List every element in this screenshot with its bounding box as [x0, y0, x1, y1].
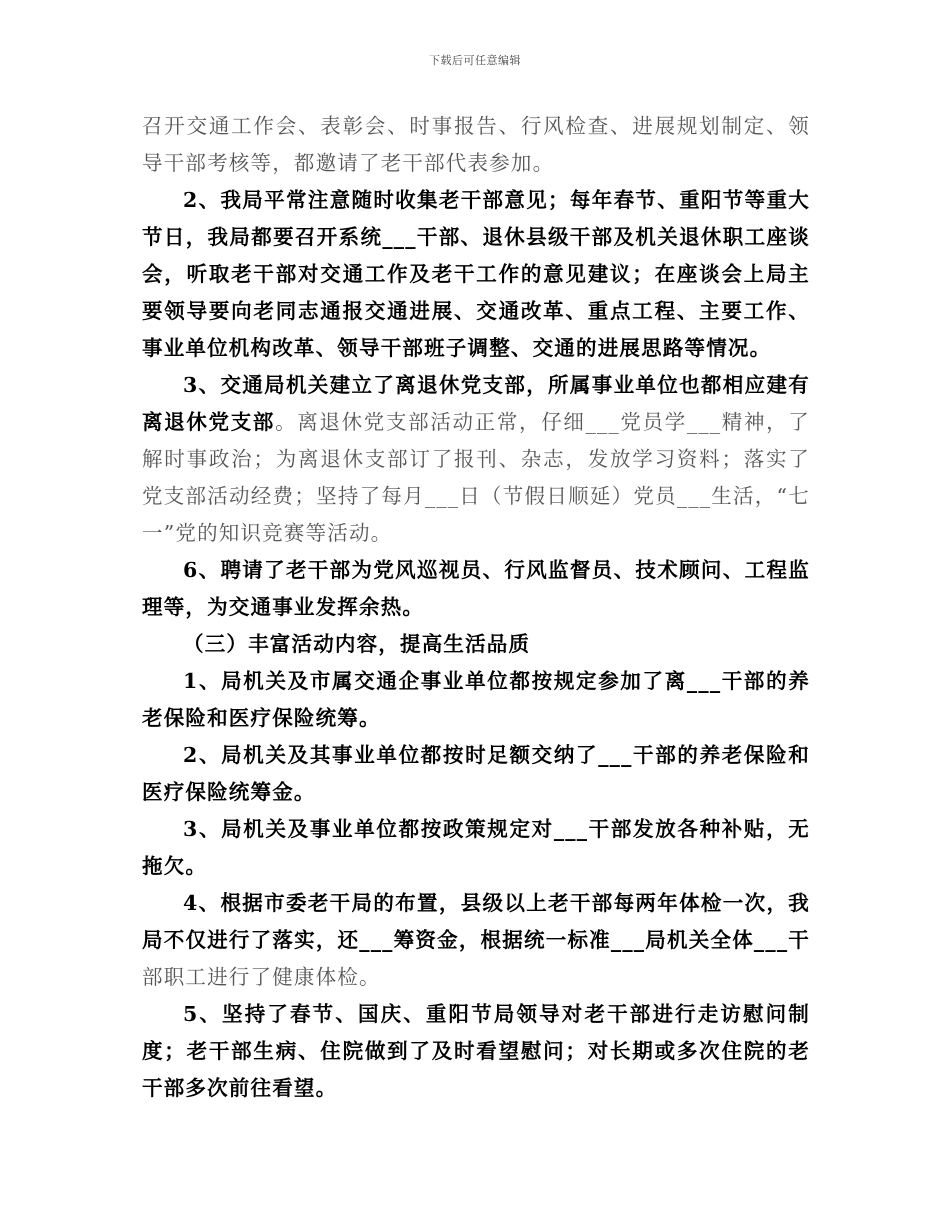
paragraph-subitem-1: 1、局机关及市属交通企事业单位都按规定参加了离___干部的养老保险和医疗保险统筹。: [142, 669, 810, 730]
section-heading-3: （三）丰富活动内容，提高生活品质: [183, 632, 531, 656]
paragraph-item-3-bold: 3、交通局机关建立了离退休党支部，所属事业单位也都相应建有离退休党支部: [142, 373, 810, 434]
page-header: 下载后可任意编辑: [429, 54, 521, 67]
document-body: [142, 108, 810, 1107]
paragraph-item-3: [142, 367, 810, 552]
paragraph-subitem-3: 3、局机关及事业单位都按政策规定对___干部发放各种补贴，无拖欠。: [142, 817, 810, 878]
paragraph-item-6: 6、聘请了老干部为党风巡视员、行风监督员、技术顾问、工程监理等，为交通事业发挥余热。: [142, 558, 810, 619]
paragraph-subitem-2: 2、局机关及其事业单位都按时足额交纳了___干部的养老保险和医疗保险统筹金。: [142, 743, 810, 804]
paragraph-continuation: 召开交通工作会、表彰会、时事报告、行风检查、进展规划制定、领导干部考核等，都邀请了老干部代表参加。: [142, 114, 810, 175]
paragraph-subitem-4-bold: 4、根据市委老干局的布置，县级以上老干部每两年体检一次，我局不仅进行了落实，还___筹资金，根据统一标准___局机关全体___干: [142, 891, 810, 952]
paragraph-item-2: 2、我局平常注意随时收集老干部意见；每年春节、重阳节等重大节日，我局都要召开系统___干部、退休县级干部及机关退休职工座谈会，听取老干部对交通工作及老干工作的意见建议；在座谈会上局主要领导要向老同志通报交通进展、交通改革、重点工程、主要工作、事业单位机构改革、领导干部班子调整、交通的进展思路等情况。: [142, 188, 810, 360]
paragraph-item-3-light: 。离退休党支部活动正常，仔细___党员学___精神，了解时事政治；为离退休支部订了报刊、杂志，发放学习资料；落实了党支部活动经费；坚持了每月___日（节假日顺延）党员___生活，“七一”党的知识竞赛等活动。: [142, 410, 810, 545]
paragraph-subitem-4-light: 部职工进行了健康体检。: [142, 965, 381, 989]
paragraph-subitem-5: 5、坚持了春节、国庆、重阳节局领导对老干部进行走访慰问制度；老干部生病、住院做到了及时看望慰问；对长期或多次住院的老干部多次前往看望。: [142, 1002, 810, 1100]
paragraph-subitem-4: [142, 885, 810, 996]
